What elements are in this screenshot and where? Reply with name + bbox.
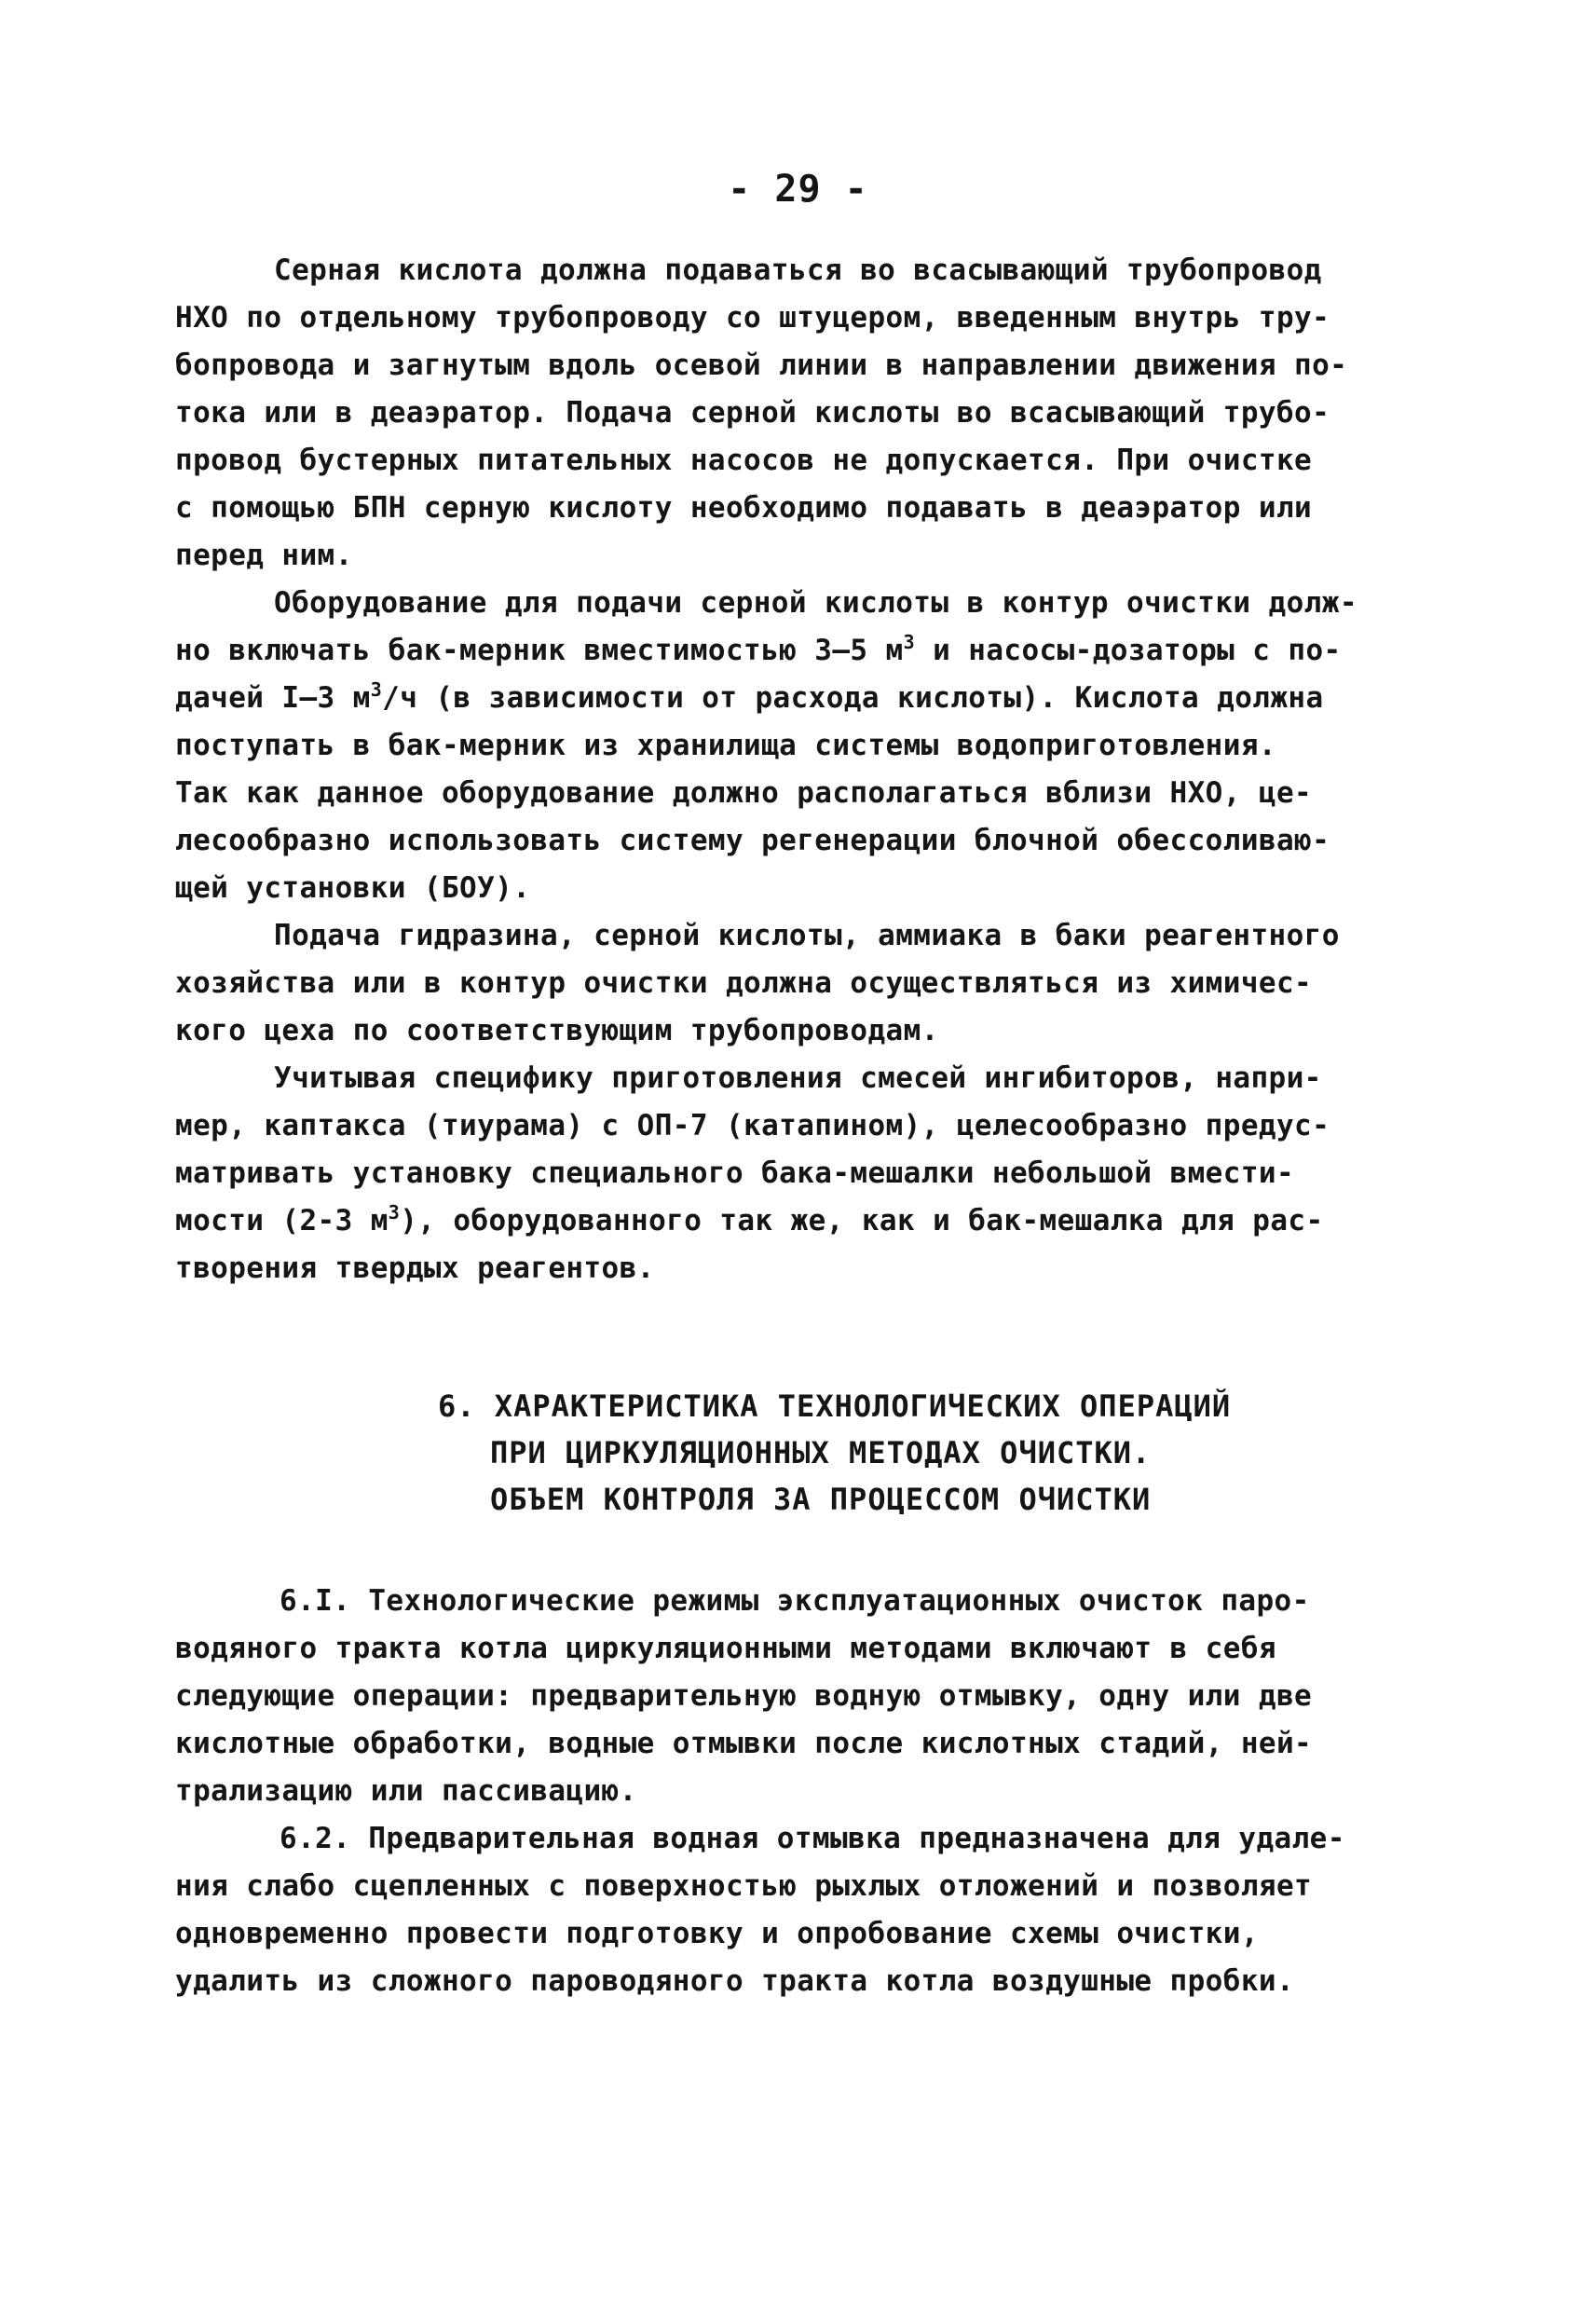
text-line: лесообразно использовать систему регенерации блочной обессоливаю- <box>175 824 1330 857</box>
text-line: тока или в деаэратор. Подача серной кислоты во всасывающий трубо- <box>175 396 1330 430</box>
text-segment: мости (2-3 м <box>175 1204 389 1238</box>
text-segment: и насосы-дозаторы с по- <box>915 634 1342 667</box>
text-line: с помощью БПН серную кислоту необходимо подавать в деаэратор или <box>175 491 1313 525</box>
heading-line: ПРИ ЦИРКУЛЯЦИОННЫХ МЕТОДАХ ОЧИСТКИ. <box>490 1435 1152 1470</box>
text-line: НХО по отдельному трубопроводу со штуцером, введенным внутрь тру- <box>175 301 1330 335</box>
page-number: - 29 - <box>728 168 868 211</box>
text-line: провод бустерных питательных насосов не допускается. При очистке <box>175 444 1313 477</box>
text-segment: /ч (в зависимости от расхода кислоты). Кислота должна <box>382 681 1324 715</box>
superscript: 3 <box>903 631 916 653</box>
text-line: хозяйства или в контур очистки должна осуществляться из химичес- <box>175 966 1313 1000</box>
text-line: матривать установку специального бака-мешалки небольшой вмести- <box>175 1156 1295 1190</box>
superscript: 3 <box>388 1201 401 1224</box>
text-line: мер, каптакса (тиурама) с ОП-7 (катапином), целесообразно предус- <box>175 1109 1330 1142</box>
text-line: удалить из сложного пароводяного тракта котла воздушные пробки. <box>175 1964 1295 1998</box>
text-line: следующие операции: предварительную водную отмывку, одну или две <box>175 1679 1313 1713</box>
text-line: Так как данное оборудование должно располагаться вблизи НХО, це- <box>175 776 1313 810</box>
superscript: 3 <box>370 678 383 701</box>
text-line: перед ним. <box>175 539 353 572</box>
text-line: творения твердых реагентов. <box>175 1251 655 1285</box>
text-line: бопровода и загнутым вдоль осевой линии в направлении движения по- <box>175 349 1348 382</box>
text-line: Серная кислота должна подаваться во всасывающий трубопровод <box>274 253 1322 287</box>
text-line: поступать в бак-мерник из хранилища системы водоприготовления. <box>175 729 1276 762</box>
text-line: трализацию или пассивацию. <box>175 1774 637 1808</box>
text-line: кого цеха по соответствующим трубопроводам. <box>175 1014 939 1047</box>
text-line <box>175 632 1342 669</box>
heading-line: 6. ХАРАКТЕРИСТИКА ТЕХНОЛОГИЧЕСКИХ ОПЕРАЦИЙ <box>438 1388 1232 1424</box>
text-segment: дачей I–3 м <box>175 681 371 715</box>
text-line: 6.I. Технологические режимы эксплуатационных очисток паро- <box>280 1584 1310 1618</box>
text-line: одновременно провести подготовку и опробование схемы очистки, <box>175 1917 1259 1950</box>
text-line: Учитывая специфику приготовления смесей ингибиторов, напри- <box>274 1061 1322 1095</box>
heading-line: ОБЪЕМ КОНТРОЛЯ ЗА ПРОЦЕССОМ ОЧИСТКИ <box>490 1482 1152 1517</box>
text-line: водяного тракта котла циркуляционными методами включают в себя <box>175 1632 1276 1665</box>
text-line: Подача гидразина, серной кислоты, аммиака в баки реагентного <box>274 919 1340 952</box>
text-line: 6.2. Предварительная водная отмывка предназначена для удале- <box>280 1822 1345 1855</box>
text-line <box>175 679 1324 717</box>
text-line: щей установки (БОУ). <box>175 871 531 905</box>
text-segment: но включать бак-мерник вместимостью 3–5 м <box>175 634 904 667</box>
text-segment: ), оборудованного так же, как и бак-мешалка для рас- <box>400 1204 1324 1238</box>
text-line: ния слабо сцепленных с поверхностью рыхлых отложений и позволяет <box>175 1869 1313 1903</box>
text-line: кислотные обработки, водные отмывки после кислотных стадий, ней- <box>175 1727 1313 1760</box>
text-line <box>175 1202 1324 1239</box>
text-line: Оборудование для подачи серной кислоты в контур очистки долж- <box>274 586 1357 620</box>
